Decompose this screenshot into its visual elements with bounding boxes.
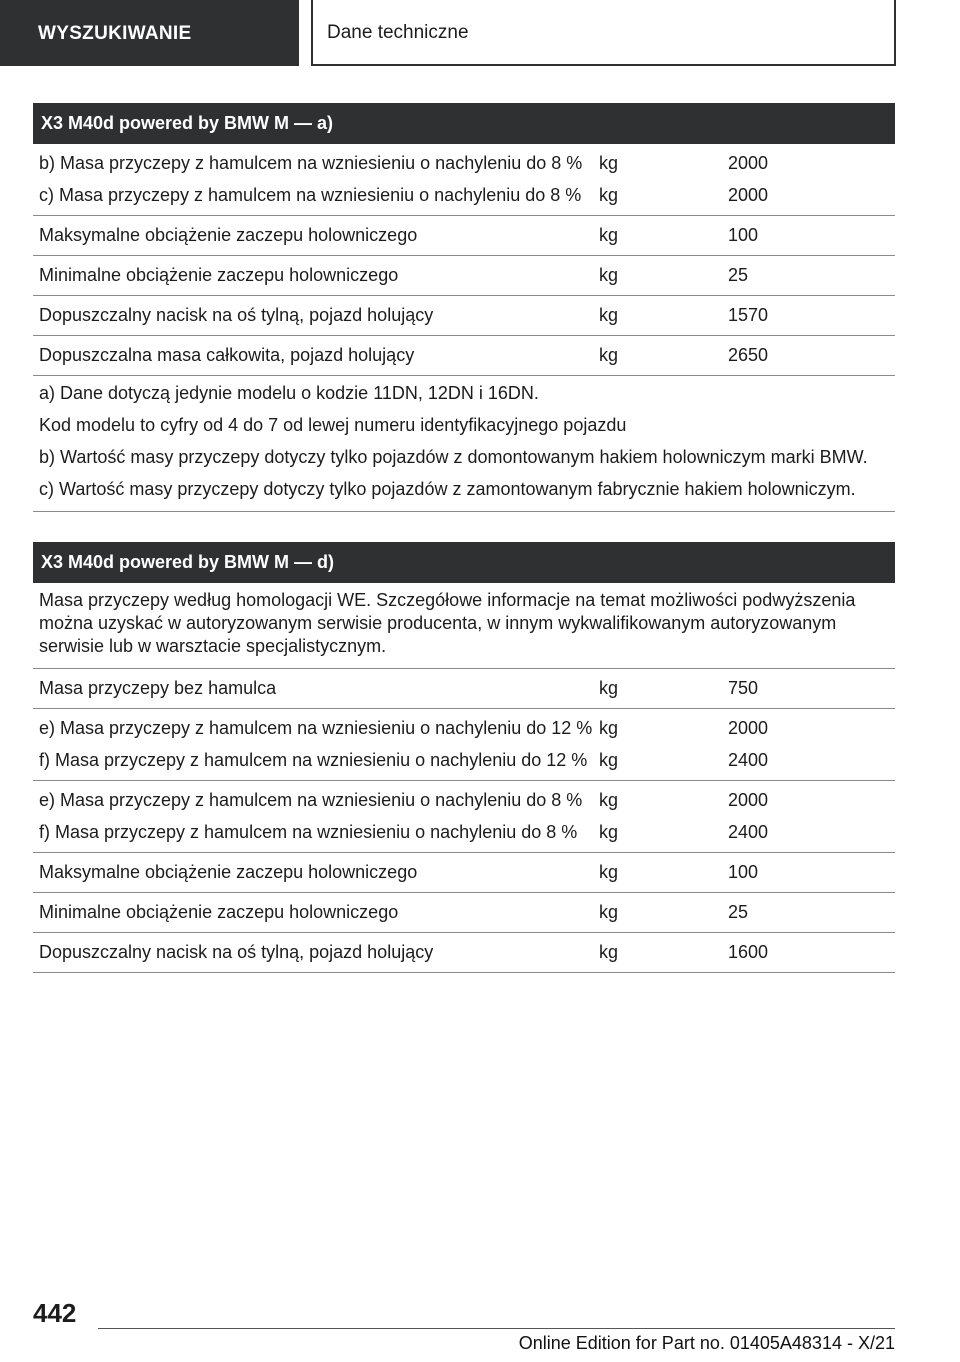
- row-value: 2000: [728, 153, 769, 173]
- row-unit: kg: [599, 790, 619, 810]
- table-row: [33, 144, 895, 216]
- row-value-cell: [722, 717, 895, 772]
- row-label-cell: [33, 677, 593, 700]
- row-value-cell: [722, 901, 895, 924]
- table-section-2: [33, 669, 895, 973]
- table-row: [33, 336, 895, 376]
- row-label: f) Masa przyczepy z hamulcem na wzniesieniu o nachyleniu do 8 %: [39, 822, 578, 842]
- row-label-cell: [33, 861, 593, 884]
- row-label: Minimalne obciążenie zaczepu holowniczego: [39, 902, 399, 922]
- row-value: 1570: [728, 305, 769, 325]
- row-label: Dopuszczalny nacisk na oś tylną, pojazd holujący: [39, 942, 434, 962]
- row-value-cell: [722, 344, 895, 367]
- row-label: Dopuszczalny nacisk na oś tylną, pojazd holujący: [39, 305, 434, 325]
- row-value: 100: [728, 862, 759, 882]
- row-unit: kg: [599, 345, 619, 365]
- row-unit-cell: [593, 152, 722, 207]
- row-value: 2650: [728, 345, 769, 365]
- row-label: c) Masa przyczepy z hamulcem na wzniesieniu o nachyleniu do 8 %: [39, 185, 582, 205]
- row-label-cell: [33, 717, 593, 772]
- row-label: Maksymalne obciążenie zaczepu holowniczego: [39, 862, 418, 882]
- footnote: a) Dane dotyczą jedynie modelu o kodzie 11DN, 12DN i 16DN.: [39, 383, 539, 403]
- row-value: 2400: [728, 750, 769, 770]
- row-unit: kg: [599, 265, 619, 285]
- row-unit: kg: [599, 822, 619, 842]
- row-unit-cell: [593, 264, 722, 287]
- row-value-cell: [722, 861, 895, 884]
- table-row: [33, 256, 895, 296]
- row-label-cell: [33, 224, 593, 247]
- row-value-cell: [722, 677, 895, 700]
- row-unit-cell: [593, 901, 722, 924]
- row-label-cell: [33, 344, 593, 367]
- row-unit-cell: [593, 861, 722, 884]
- footnote: c) Wartość masy przyczepy dotyczy tylko pojazdów z zamontowanym fabrycznie hakiem holowniczym.: [39, 479, 856, 499]
- row-value: 2000: [728, 185, 769, 205]
- row-label: f) Masa przyczepy z hamulcem na wzniesieniu o nachyleniu do 12 %: [39, 750, 588, 770]
- section-title-tab[interactable]: Dane techniczne: [311, 0, 896, 66]
- row-label: Maksymalne obciążenie zaczepu holowniczego: [39, 225, 418, 245]
- row-label-cell: [33, 901, 593, 924]
- row-label-cell: [33, 789, 593, 844]
- edition-note: Online Edition for Part no. 01405A48314 - X/21: [518, 1333, 895, 1353]
- section-2-intro: Masa przyczepy według homologacji WE. Szczegółowe informacje na temat możliwości podwyższenia można uzyskać w autoryzowanym serwisie producenta, w innym wykwalifikowanym autoryzowanym serwisie lub w warsztacie specjalistycznym.: [33, 583, 895, 669]
- row-value-cell: [722, 304, 895, 327]
- table-header-section-2: X3 M40d powered by BMW M — d): [33, 542, 895, 583]
- table-row: [33, 709, 895, 781]
- table-section-1: [33, 144, 895, 376]
- row-value: 25: [728, 265, 749, 285]
- row-unit: kg: [599, 942, 619, 962]
- row-value-cell: [722, 224, 895, 247]
- row-label-cell: [33, 264, 593, 287]
- row-value: 1600: [728, 942, 769, 962]
- row-label: b) Masa przyczepy z hamulcem na wzniesieniu o nachyleniu do 8 %: [39, 153, 583, 173]
- page-footer: [0, 1290, 960, 1362]
- row-unit: kg: [599, 718, 619, 738]
- table-header-section-1: X3 M40d powered by BMW M — a): [33, 103, 895, 144]
- table-row: [33, 669, 895, 709]
- table-row: [33, 216, 895, 256]
- row-label-cell: [33, 941, 593, 964]
- row-unit: kg: [599, 185, 619, 205]
- row-unit: kg: [599, 153, 619, 173]
- row-label: Minimalne obciążenie zaczepu holowniczego: [39, 265, 399, 285]
- row-unit-cell: [593, 677, 722, 700]
- row-unit: kg: [599, 678, 619, 698]
- row-label: Masa przyczepy bez hamulca: [39, 678, 277, 698]
- row-label-cell: [33, 304, 593, 327]
- row-unit-cell: [593, 941, 722, 964]
- top-navigation: [0, 0, 960, 66]
- row-unit: kg: [599, 750, 619, 770]
- row-unit: kg: [599, 902, 619, 922]
- row-label: e) Masa przyczepy z hamulcem na wzniesieniu o nachyleniu do 8 %: [39, 790, 583, 810]
- row-value-cell: [722, 789, 895, 844]
- footnote: Kod modelu to cyfry od 4 do 7 od lewej numeru identyfikacyjnego pojazdu: [39, 415, 627, 435]
- row-unit-cell: [593, 304, 722, 327]
- table-row: [33, 933, 895, 973]
- footnote: b) Wartość masy przyczepy dotyczy tylko pojazdów z domontowanym hakiem holowniczym marki BMW.: [39, 447, 868, 467]
- row-value: 2000: [728, 718, 769, 738]
- row-label-cell: [33, 152, 593, 207]
- table-row: [33, 781, 895, 853]
- footer-divider: [98, 1328, 895, 1329]
- row-value: 2000: [728, 790, 769, 810]
- row-value-cell: [722, 152, 895, 207]
- row-unit-cell: [593, 789, 722, 844]
- content: [33, 103, 895, 973]
- row-unit-cell: [593, 344, 722, 367]
- row-unit: kg: [599, 862, 619, 882]
- row-value: 25: [728, 902, 749, 922]
- row-value: 100: [728, 225, 759, 245]
- row-unit: kg: [599, 305, 619, 325]
- row-value-cell: [722, 941, 895, 964]
- row-label: Dopuszczalna masa całkowita, pojazd holujący: [39, 345, 415, 365]
- footnotes: [33, 376, 895, 512]
- table-row: [33, 296, 895, 336]
- row-unit-cell: [593, 224, 722, 247]
- row-unit: kg: [599, 225, 619, 245]
- row-unit-cell: [593, 717, 722, 772]
- page-number: 442: [33, 1298, 77, 1328]
- row-value: 2400: [728, 822, 769, 842]
- table-row: [33, 853, 895, 893]
- row-value: 750: [728, 678, 759, 698]
- table-row: [33, 893, 895, 933]
- search-button[interactable]: WYSZUKIWANIE: [0, 0, 299, 66]
- row-label: e) Masa przyczepy z hamulcem na wzniesieniu o nachyleniu do 12 %: [39, 718, 593, 738]
- row-value-cell: [722, 264, 895, 287]
